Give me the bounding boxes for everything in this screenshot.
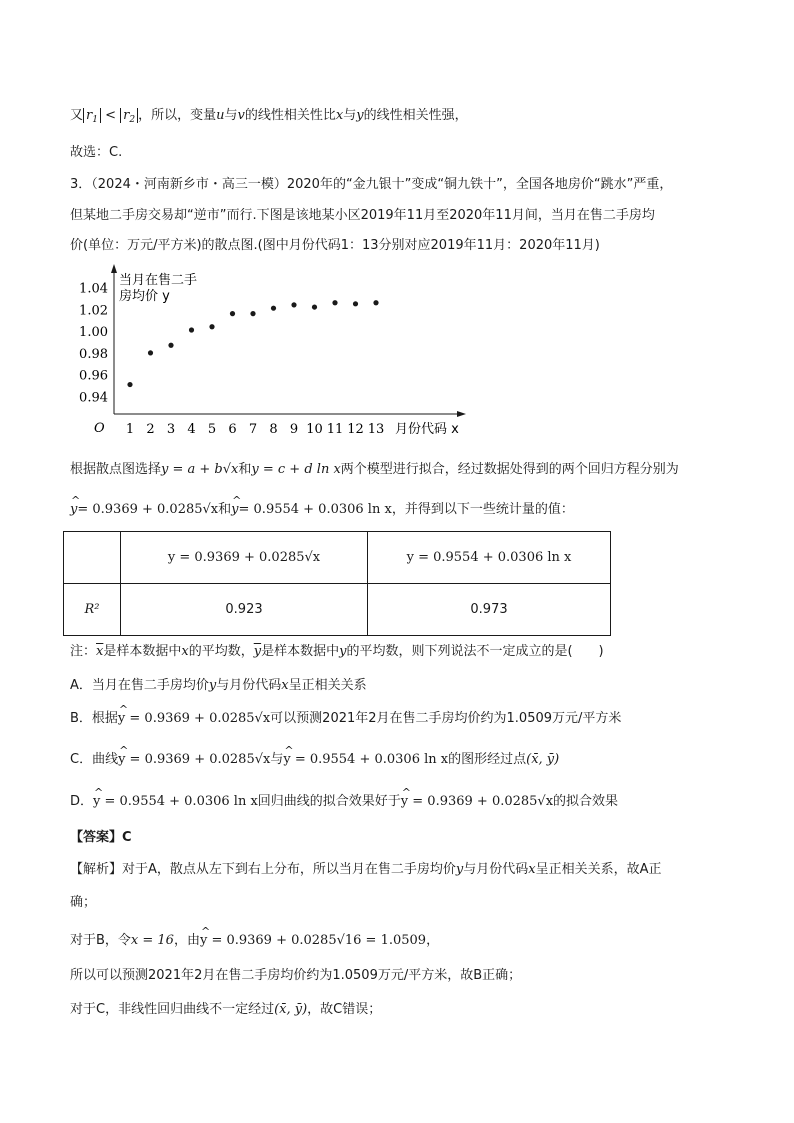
data-point bbox=[312, 304, 317, 309]
table-cell-r2-model-2: 0.973 bbox=[368, 584, 611, 636]
data-points bbox=[127, 300, 378, 387]
explanation-line-5 bbox=[70, 1001, 381, 1019]
table-row bbox=[64, 584, 611, 636]
text: 与 bbox=[224, 108, 238, 123]
model-1-formula: y = a + b√x bbox=[161, 462, 239, 477]
y-tick-labels bbox=[79, 281, 108, 405]
text-line-models bbox=[70, 461, 679, 479]
point-mean: (x̄, ȳ) bbox=[274, 1002, 308, 1017]
x-tick-label: 2 bbox=[146, 422, 155, 437]
text: 对于C，非线性回归曲线不一定经过 bbox=[70, 1002, 275, 1017]
text: 对于B，令 bbox=[70, 933, 131, 948]
text-line-2: 故选：C. bbox=[70, 145, 123, 160]
text: 和 bbox=[238, 462, 252, 477]
text: ， bbox=[426, 933, 440, 948]
point-mean: (x̄, ȳ) bbox=[526, 752, 560, 767]
text: ，并得到以下一些统计量的值： bbox=[391, 502, 574, 517]
var-u: u bbox=[216, 108, 225, 123]
x-tick-label: 3 bbox=[166, 422, 176, 437]
data-point bbox=[168, 343, 173, 348]
text-line-equations bbox=[70, 501, 574, 519]
var-x: x bbox=[335, 108, 344, 123]
r1: r bbox=[86, 108, 93, 123]
x-tick-label: 10 bbox=[306, 422, 323, 437]
text: 注： bbox=[70, 644, 97, 659]
y-tick-label: 0.96 bbox=[79, 368, 108, 384]
answer-line: 【答案】C bbox=[70, 830, 132, 845]
question-3-line-1: 3．（2024・河南新乡市・高三一模）2020年的“金九银十”变成“铜九铁十”，全国各地房价“跳水”严重， bbox=[70, 177, 673, 192]
data-point bbox=[332, 300, 337, 305]
table-row-label: R² bbox=[64, 584, 121, 636]
explanation-line-1 bbox=[70, 861, 662, 879]
explanation-line-3 bbox=[70, 932, 439, 950]
text: C．曲线 bbox=[70, 752, 119, 767]
text: 的平均数， bbox=[188, 644, 254, 659]
y-tick-label: 0.94 bbox=[79, 390, 108, 406]
table-corner-cell bbox=[64, 532, 121, 584]
table-header-model-1: y = 0.9369 + 0.0285√x bbox=[121, 532, 368, 584]
text: ，所以，变量 bbox=[138, 108, 217, 123]
abs-r1 bbox=[83, 108, 101, 123]
text: ，由 bbox=[173, 933, 200, 948]
option-b bbox=[70, 710, 621, 728]
formula: ^ y = 0.9369 + 0.0285√x bbox=[401, 793, 553, 811]
var-x: x bbox=[281, 678, 289, 693]
text: 和 bbox=[218, 502, 232, 517]
regression-eq-2: = 0.9554 + 0.0306 ln x bbox=[238, 502, 392, 517]
origin-label: O bbox=[94, 421, 105, 436]
var-v: v bbox=[237, 108, 245, 123]
var-y: y bbox=[208, 678, 217, 693]
x-tick-label: 5 bbox=[207, 422, 217, 437]
y-tick-label: 0.98 bbox=[79, 346, 108, 362]
x-axis-label: 月份代码 x bbox=[395, 422, 459, 437]
text: 可以预测2021年2月在售二手房均价约为1.0509万元/平方米 bbox=[270, 711, 622, 726]
var-x: x bbox=[528, 862, 536, 877]
table-header-model-2: y = 0.9554 + 0.0306 ln x bbox=[368, 532, 611, 584]
formula: ^ y = 0.9369 + 0.0285√x bbox=[118, 751, 270, 769]
x-tick-label: 9 bbox=[289, 422, 299, 437]
regression-eq-1: = 0.9369 + 0.0285√x bbox=[77, 502, 219, 517]
text: B．根据 bbox=[70, 711, 118, 726]
y-axis-label-line-1: 当月在售二手 bbox=[119, 273, 198, 288]
y-hat: ^ y bbox=[231, 501, 238, 519]
text: 与 bbox=[343, 108, 357, 123]
r1-sub: 1 bbox=[92, 115, 98, 125]
text: 是样本数据中 bbox=[261, 644, 340, 659]
text: 与 bbox=[270, 752, 284, 767]
text: D． bbox=[70, 794, 94, 809]
table-header-row bbox=[64, 532, 611, 584]
text: 的图形经过点 bbox=[448, 752, 527, 767]
data-point bbox=[291, 302, 296, 307]
y-bar: $\overline{y}$ bbox=[253, 644, 262, 659]
x-tick-label: 6 bbox=[228, 422, 237, 437]
question-3-line-3: 价(单位：万元/平方米)的散点图.(图中月份代码1：13分别对应2019年11月：2020年11月) bbox=[70, 238, 600, 253]
text: 的线性相关性比 bbox=[244, 108, 336, 123]
text: A．当月在售二手房均价 bbox=[70, 678, 209, 693]
data-point bbox=[209, 324, 214, 329]
option-a bbox=[70, 677, 367, 695]
text: 回归曲线的拟合效果好于 bbox=[257, 794, 401, 809]
formula: x = 16 bbox=[130, 933, 174, 948]
y-tick-label: 1.04 bbox=[79, 281, 108, 297]
text: 的平均数，则下列说法不一定成立的是( ) bbox=[346, 644, 604, 659]
text: 呈正相关关系 bbox=[288, 678, 367, 693]
data-point bbox=[230, 311, 235, 316]
option-c bbox=[70, 751, 559, 769]
r2-sub: 2 bbox=[129, 115, 136, 125]
x-axis-arrow bbox=[457, 411, 466, 417]
x-tick-label: 13 bbox=[367, 422, 385, 437]
x-tick-labels bbox=[126, 422, 384, 437]
formula: ^ y = 0.9554 + 0.0306 ln x bbox=[283, 751, 448, 769]
x-tick-label: 7 bbox=[248, 422, 258, 437]
text: 呈正相关关系，故A正 bbox=[535, 862, 662, 877]
data-point bbox=[189, 327, 194, 332]
x-tick-label: 8 bbox=[269, 422, 278, 437]
explanation-line-2: 确； bbox=[70, 895, 97, 910]
x-tick-label: 12 bbox=[347, 422, 364, 437]
text: 与月份代码 bbox=[216, 678, 282, 693]
abs-r2 bbox=[120, 108, 138, 123]
x-tick-label: 1 bbox=[125, 422, 135, 437]
scatter-chart bbox=[70, 262, 480, 437]
data-point bbox=[373, 300, 378, 305]
x-bar: $\overline{x}$ bbox=[96, 644, 104, 659]
lt-sign: < bbox=[100, 108, 121, 123]
var-y: y bbox=[455, 862, 464, 877]
data-point bbox=[353, 301, 358, 306]
y-tick-label: 1.00 bbox=[79, 325, 108, 341]
var-x: x bbox=[181, 644, 189, 659]
text: 又 bbox=[70, 108, 84, 123]
formula: ^ y = 0.9369 + 0.0285√x bbox=[118, 710, 270, 728]
r2: r bbox=[123, 108, 130, 123]
y-axis-label-line-2: 房均价 y bbox=[119, 289, 170, 304]
y-hat: ^ y bbox=[70, 501, 77, 519]
x-tick-label: 11 bbox=[326, 422, 344, 437]
text: ，故C错误； bbox=[307, 1002, 382, 1017]
formula: ^ y = 0.9369 + 0.0285√16 = 1.0509 bbox=[200, 932, 426, 950]
note-line bbox=[70, 643, 604, 661]
text: 与月份代码 bbox=[463, 862, 529, 877]
formula: ^ y = 0.9554 + 0.0306 ln x bbox=[93, 793, 258, 811]
var-y: y bbox=[339, 644, 347, 659]
explanation-line-4: 所以可以预测2021年2月在售二手房均价约为1.0509万元/平方米，故B正确； bbox=[70, 968, 522, 983]
x-tick-label: 4 bbox=[187, 422, 196, 437]
var-y: y bbox=[356, 108, 364, 123]
statistics-table bbox=[63, 531, 611, 636]
data-point bbox=[127, 382, 132, 387]
data-point bbox=[148, 350, 153, 355]
question-3-line-2: 但某地二手房交易却“逆市”而行.下图是该地某小区2019年11月至2020年11月间，当月在售二手房均 bbox=[70, 208, 655, 223]
text: 是样本数据中 bbox=[103, 644, 182, 659]
table-cell-r2-model-1: 0.923 bbox=[121, 584, 368, 636]
text: 的拟合效果 bbox=[553, 794, 619, 809]
text: 的线性相关性强， bbox=[363, 108, 468, 123]
text: 【解析】对于A，散点从左下到右上分布，所以当月在售二手房均价 bbox=[70, 862, 456, 877]
data-point bbox=[271, 306, 276, 311]
text-line-1 bbox=[70, 107, 468, 129]
text: 根据散点图选择 bbox=[70, 462, 162, 477]
y-axis-arrow bbox=[111, 264, 117, 273]
option-d bbox=[70, 793, 618, 811]
y-tick-label: 1.02 bbox=[79, 303, 108, 319]
text: 两个模型进行拟合，经过数据处得到的两个回归方程分别为 bbox=[340, 462, 679, 477]
model-2-formula: y = c + d ln x bbox=[251, 462, 341, 477]
data-point bbox=[250, 311, 255, 316]
